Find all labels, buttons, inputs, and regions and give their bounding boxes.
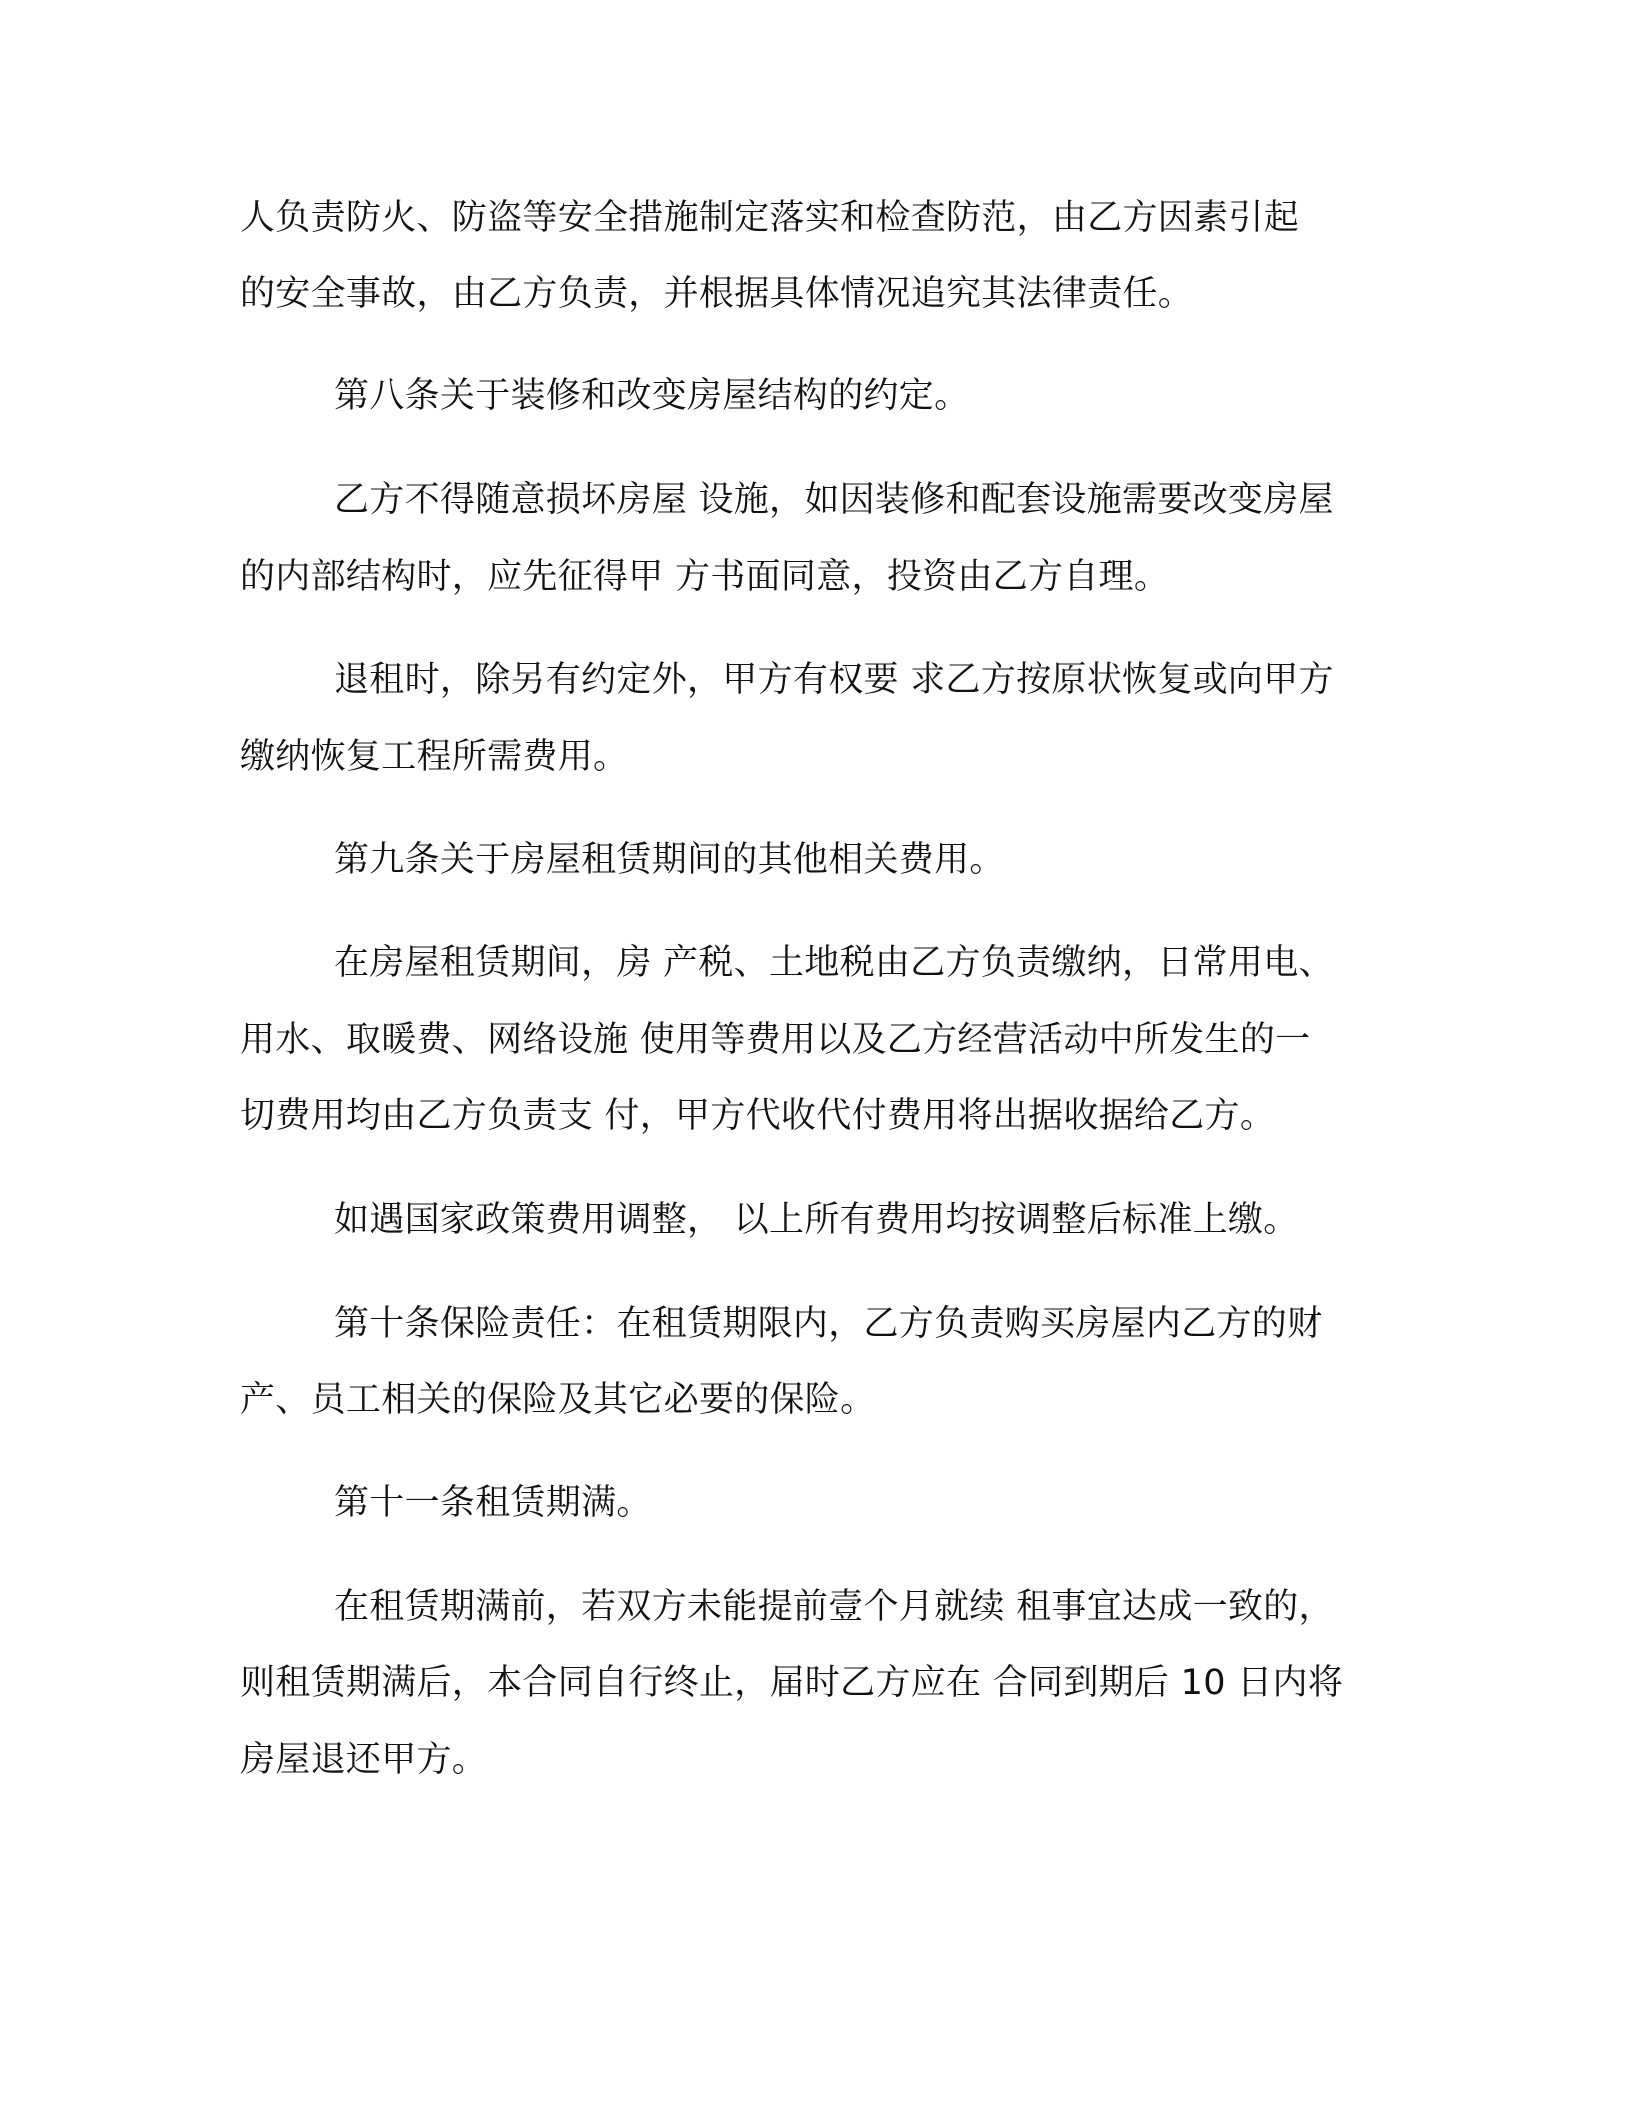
- text-line-10: 用水、取暖费、网络设施 使用等费用以及乙方经营活动中所发生的一: [240, 1020, 1311, 1060]
- article-11-heading: 第十一条租赁期满。: [334, 1483, 652, 1523]
- text-line-4: 乙方不得随意损坏房屋 设施，如因装修和配套设施需要改变房屋: [334, 480, 1334, 520]
- article-10-text: 第十条保险责任：在租赁期限内，乙方负责购买房屋内乙方的财: [334, 1304, 1323, 1344]
- text-line-2: 的安全事故，由乙方负责，并根据具体情况追究其法律责任。: [240, 274, 1194, 314]
- text-line-6: 退租时，除另有约定外，甲方有权要 求乙方按原状恢复或向甲方: [334, 660, 1334, 700]
- text-line-7: 缴纳恢复工程所需费用。: [240, 737, 629, 777]
- text-line-9: 在房屋租赁期间，房 产税、土地税由乙方负责缴纳，日常用电、: [334, 943, 1334, 983]
- text-line-11: 切费用均由乙方负责支 付，甲方代收代付费用将出据收据给乙方。: [240, 1096, 1276, 1136]
- text-line-17: 则租赁期满后，本合同自行终止，届时乙方应在 合同到期后 10 日内将: [240, 1663, 1344, 1703]
- text-line-18: 房屋退还甲方。: [240, 1740, 488, 1780]
- article-8-heading: 第八条关于装修和改变房屋结构的约定。: [334, 376, 970, 416]
- text-line-5: 的内部结构时，应先征得甲 方书面同意，投资由乙方自理。: [240, 557, 1170, 597]
- text-line-12: 如遇国家政策费用调整， 以上所有费用均按调整后标准上缴。: [334, 1200, 1299, 1240]
- text-line-14: 产、员工相关的保险及其它必要的保险。: [240, 1380, 876, 1420]
- text-line-16: 在租赁期满前，若双方未能提前壹个月就续 租事宜达成一致的，: [334, 1587, 1334, 1627]
- article-9-heading: 第九条关于房屋租赁期间的其他相关费用。: [334, 840, 1005, 880]
- text-line-1: 人负责防火、防盗等安全措施制定落实和检查防范，由乙方因素引起: [240, 198, 1300, 238]
